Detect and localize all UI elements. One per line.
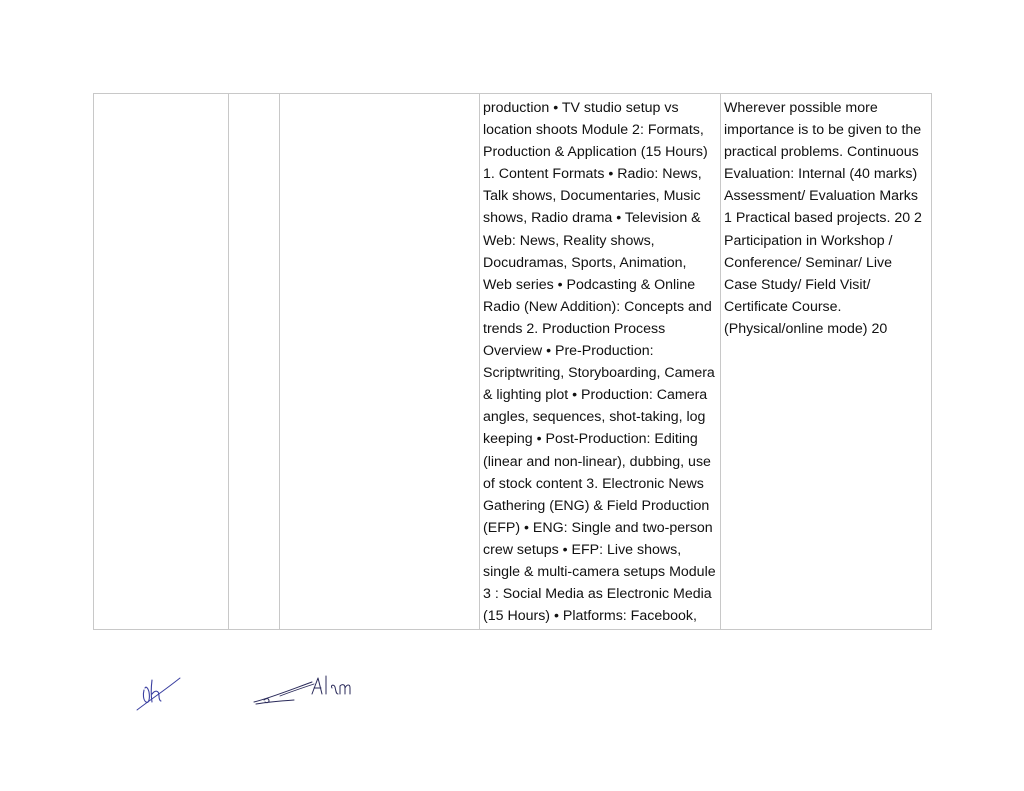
syllabus-content-text: production • TV studio setup vs location shoots Module 2: Formats, Production & Application (15 Hours) 1. Content Formats • Radio: News, Talk shows, Documentaries, Music shows, Radio drama • Television & Web: News, Reality shows, Docudramas, Sports, Animation, Web series • Podcasting & Online Radio (New Addition): Concepts and trends 2. Production Process Overview • Pre-Production: Scriptwriting, Storyboarding, Camera & lighting plot • Production: Camera angles, sequences, shot-taking, log keeping • Post-Production: Editing (linear and non-linear), dubbing, use of stock content 3. Electronic News Gathering (ENG) & Field Production (EFP) • ENG: Single and two-person crew setups • EFP: Live shows, single & multi-camera setups Module 3 : Social Media as Electronic Media (15 Hours) • Platforms: Facebook,: [483, 100, 716, 625]
table-cell-col1: [94, 94, 229, 630]
signature-1: [130, 670, 186, 716]
content-table: [93, 93, 932, 630]
table-cell-syllabus-content: [480, 94, 721, 630]
table-cell-col2: [229, 94, 280, 630]
table-cell-evaluation: [721, 94, 932, 630]
table-cell-col3: [280, 94, 480, 630]
table-row: [94, 94, 932, 630]
signature-2: [250, 672, 360, 708]
evaluation-text: Wherever possible more importance is to be given to the practical problems. Continuous Evaluation: Internal (40 marks) Assessment/ Evaluation Marks 1 Practical based projects. 20 2 Participation in Workshop / Conference/ Seminar/ Live Case Study/ Field Visit/ Certificate Course. (Physical/online mode) 20: [724, 100, 922, 337]
